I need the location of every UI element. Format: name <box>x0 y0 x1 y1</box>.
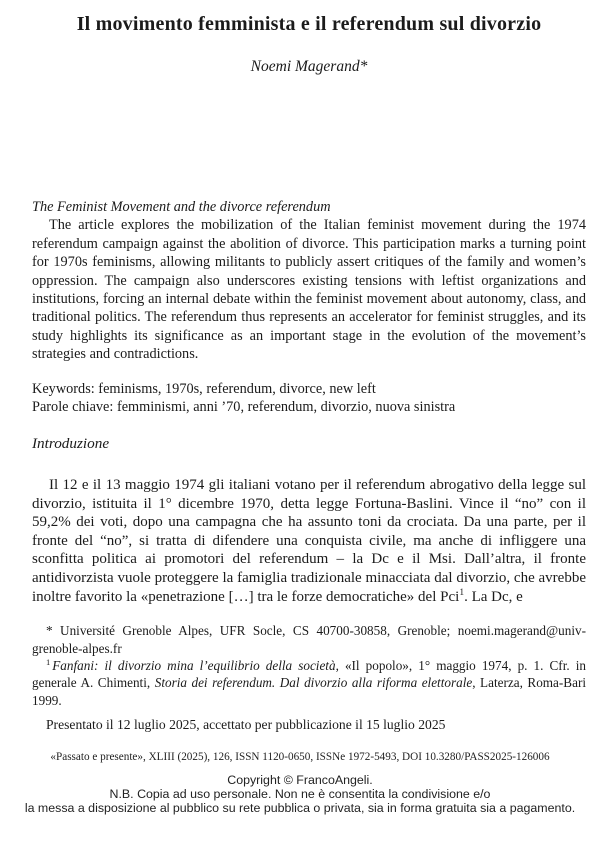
page-footer <box>0 750 600 816</box>
parole-chiave-line: Parole chiave: femminismi, anni ’70, referendum, divorzio, nuova sinistra <box>32 399 456 416</box>
footnote-1-text-end: , Laterza, Roma-Bari 1999. <box>32 675 587 708</box>
affiliation-text: * Université Grenoble Alpes, UFR Socle, CS 40700-30858, Grenoble; noemi.magerand@ <box>46 623 559 639</box>
journal-citation-line: «Passato e presente», XLIII (2025), 126, ISSN 1120-0650, ISSNe 1972-5493, DOI 10.3280/PASS2025-126006 <box>50 750 550 763</box>
affiliation-email-domain: univ-grenoble-alpes.fr <box>32 623 586 656</box>
copyright-notice <box>0 773 600 816</box>
intro-paragraph-text: Il 12 e il 13 maggio 1974 gli italiani votano per il referendum abrogativo della legge sul divorzio, istituita il 1° dicembre 1970, detta legge Fortuna-Baslini. Vince il “no” con il 59,2% dei voti, dopo una campagna che ha assunto toni da crociata. Da una parte, per il fronte del “no”, si tratta di difendere una conquista civile, ma anche di infliggere una sconfitta politica ai promotori del referendum – la Dc e il Msi. Dall’altra, il fronte antidivorzista vuole proteggere la famiglia tradizionale minacciata dal divorzio, che avrebbe inoltre favorito la «penetrazione […] tra le forze democratiche» del Pci <box>32 477 586 605</box>
intro-paragraph <box>32 476 586 606</box>
page-title: Il movimento femminista e il referendum sul divorzio <box>76 13 542 35</box>
footnote-1-text: , «Il popolo», 1° maggio 1974, p. 1. Cfr. in generale A. Chimenti, <box>32 658 586 691</box>
abstract-heading: The Feminist Movement and the divorce referendum <box>32 199 331 215</box>
copyright-line-1: Copyright © FrancoAngeli. <box>227 772 373 787</box>
section-heading-introduzione: Introduzione <box>32 435 110 453</box>
affiliation-footnote <box>32 622 586 657</box>
footnote-1 <box>32 657 586 709</box>
footnote-ref-1: 1 <box>459 587 465 598</box>
copyright-line-3: la messa a disposizione al pubblico su rete pubblica o privata, sia in forma gratuita sia a pagamento. <box>24 801 576 816</box>
presented-accepted-line: Presentato il 12 luglio 2025, accettato per pubblicazione il 15 luglio 2025 <box>46 717 446 733</box>
keywords-line: Keywords: feminisms, 1970s, referendum, divorce, new left <box>32 380 376 397</box>
copyright-line-2: N.B. Copia ad uso personale. Non ne è consentita la condivisione e/o <box>109 786 491 801</box>
footnote-1-marker: 1 <box>46 656 51 667</box>
keywords-block <box>32 380 586 417</box>
footnote-1-cited-book: Storia dei referendum. Dal divorzio alla riforma elettorale <box>154 675 473 691</box>
abstract-block <box>32 198 586 364</box>
footnote-1-cited-article: Fanfani: il divorzio mina l’equilibrio della società <box>52 658 336 674</box>
footnotes-block <box>32 622 586 733</box>
abstract-text: The article explores the mobilization of the Italian feminist movement during the 1974 referendum campaign against the abolition of divorce. This participation marks a turning point for 1970s feminisms, allowing militants to publicly assert critiques of the family and women’s oppression. The campaign also underscores existing tensions with leftist organizations and institutions, forcing an internal debate within the feminist movement about autonomy, class, and traditional politics. The referendum thus represents an accelerator for feminist struggles, and its study highlights its significance as an important stage in the evolution of the movement’s strategies and contradictions. <box>32 217 586 363</box>
author-name: Noemi Magerand* <box>250 58 368 75</box>
intro-paragraph-continuation: . La Dc, e <box>464 588 523 605</box>
